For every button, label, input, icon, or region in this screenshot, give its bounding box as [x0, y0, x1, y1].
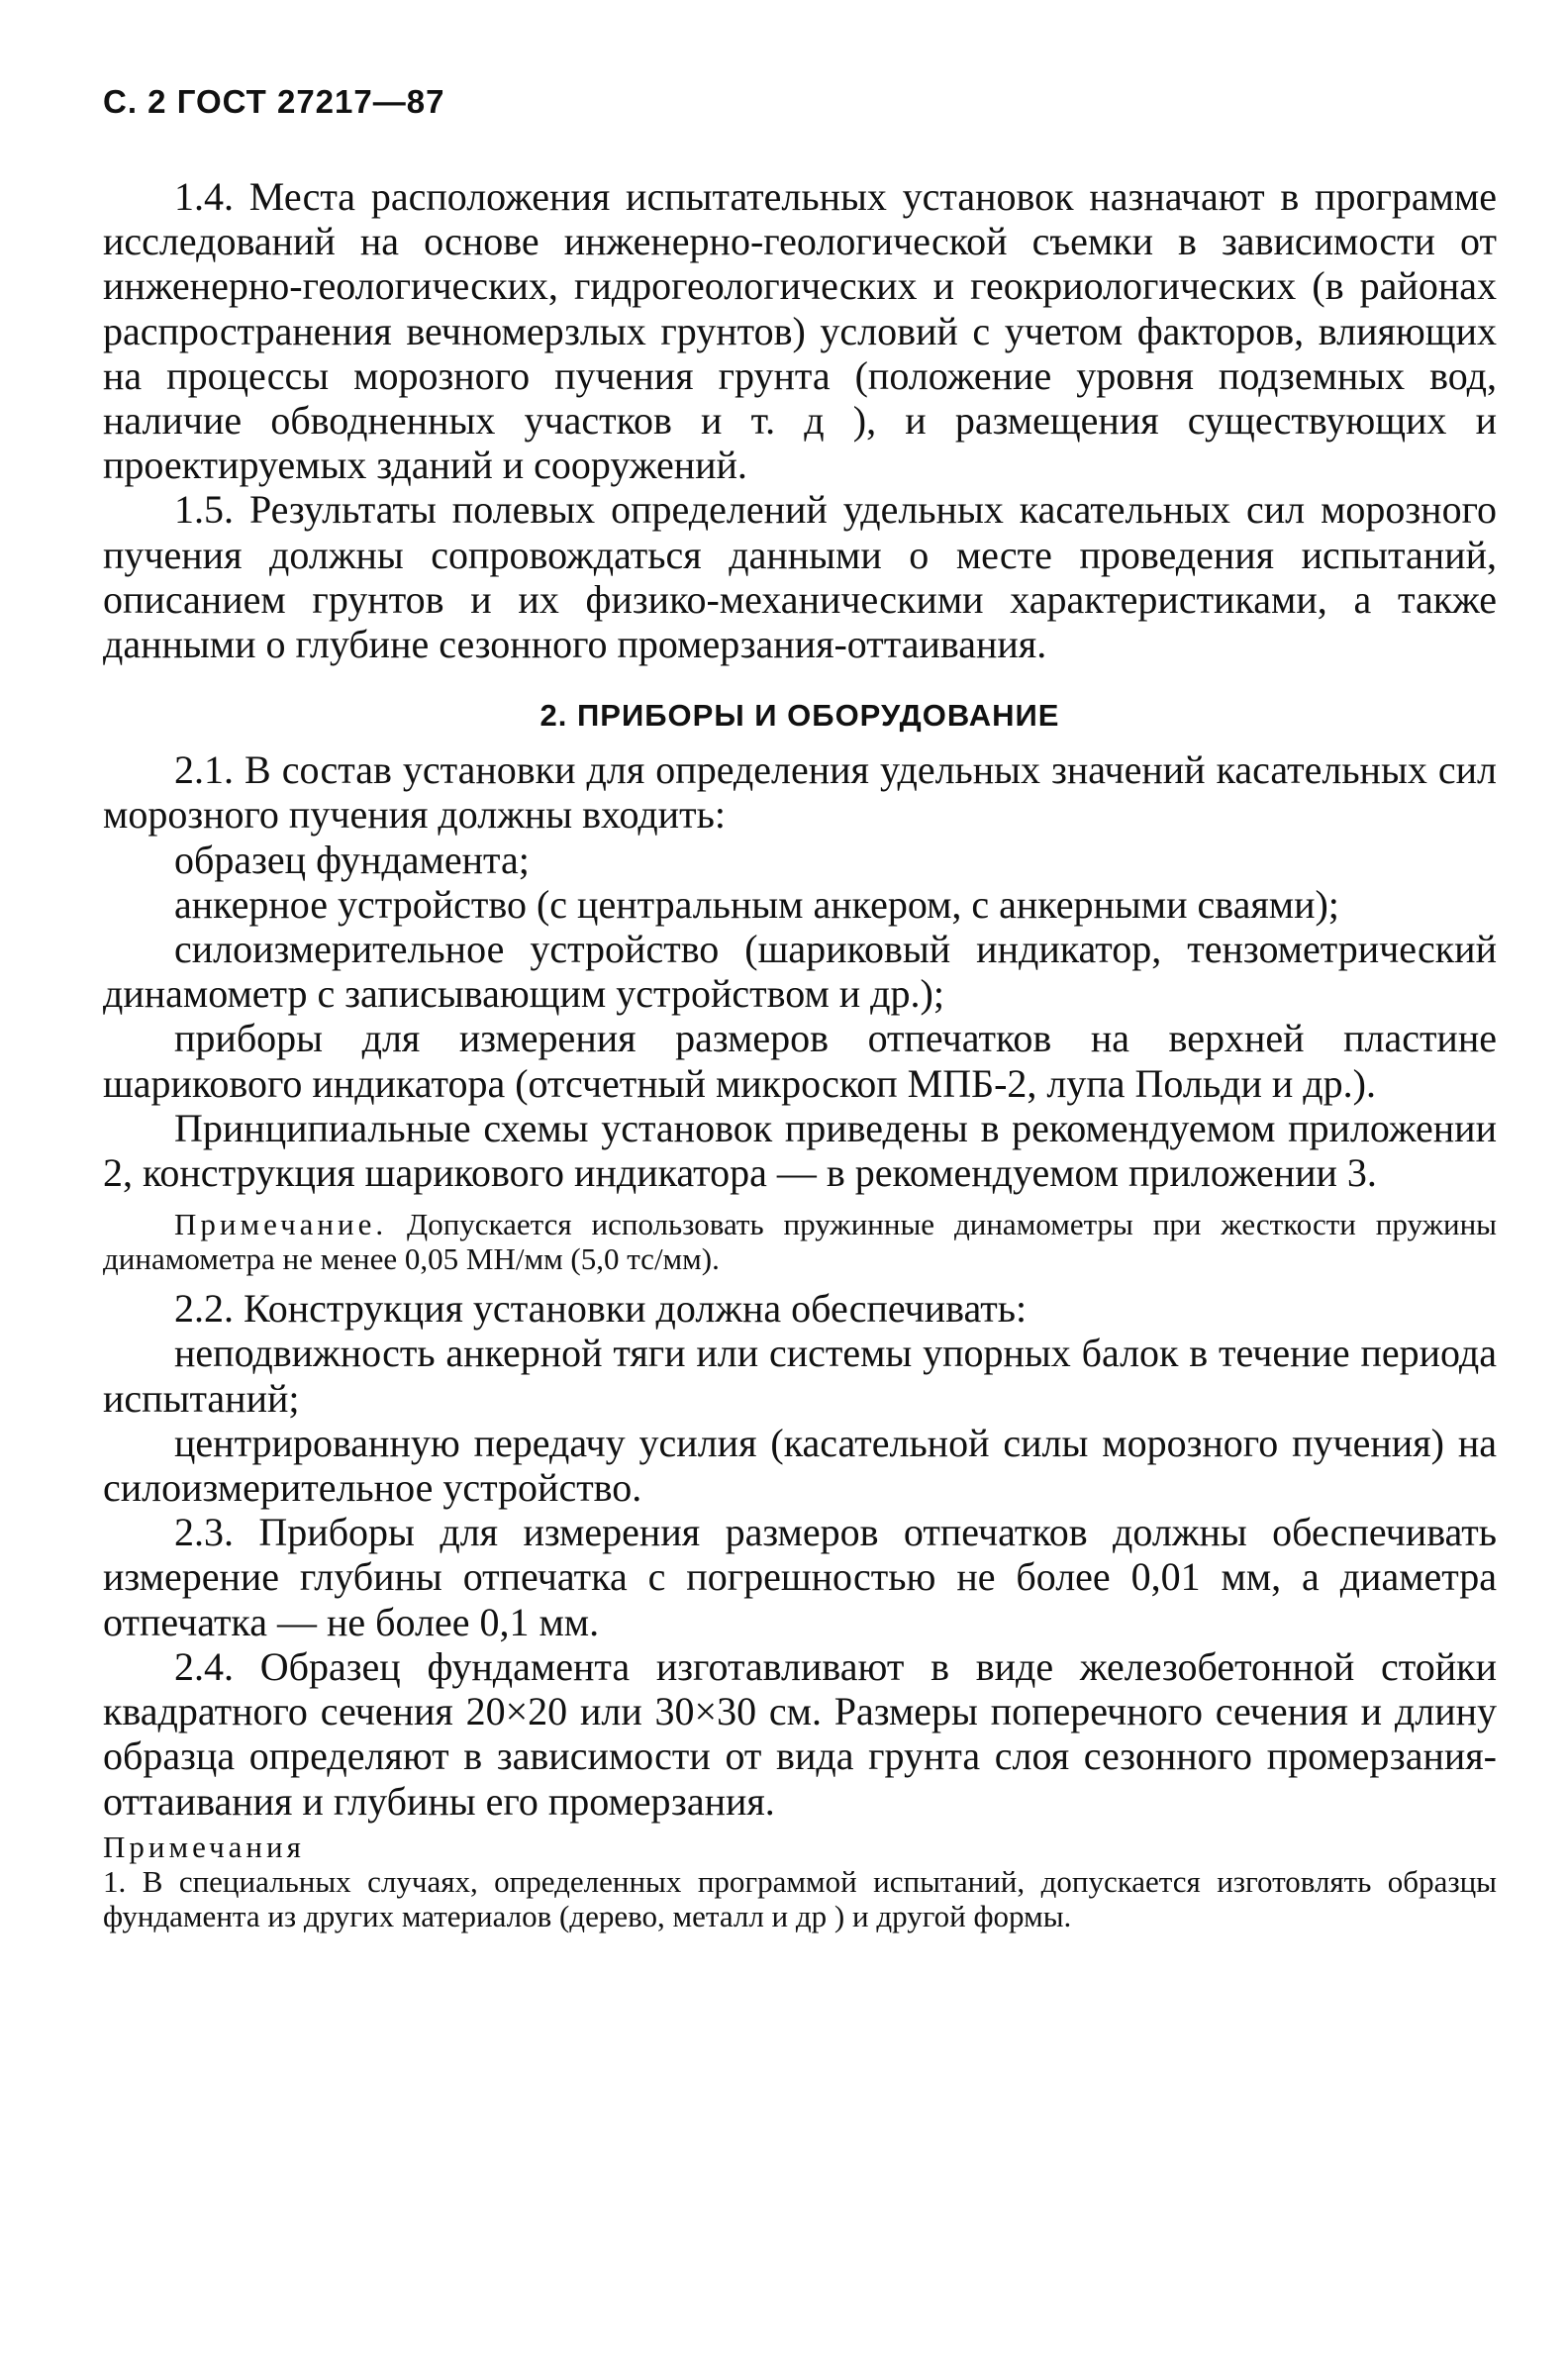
note-label: Примечание. — [174, 1207, 388, 1242]
note-text: Допускается использовать пружинные динамометры при жесткости пружины динамометра не менее 0,05 МН/мм (5,0 тс/мм). — [103, 1207, 1497, 1277]
paragraph-schemes: Принципиальные схемы установок приведены в рекомендуемом приложении 2, конструкция шарикового индикатора — в рекомендуемом приложении 3. — [103, 1105, 1497, 1196]
section-2-heading: 2. ПРИБОРЫ И ОБОРУДОВАНИЕ — [539, 698, 1060, 734]
notes-title: Примечания — [103, 1829, 305, 1864]
paragraph-2-2: 2.2. Конструкция установки должна обеспечивать: — [174, 1286, 1028, 1332]
list-item-immobility: неподвижность анкерной тяги или системы упорных балок в течение периода испытаний; — [103, 1331, 1497, 1421]
list-item-measuring-devices: приборы для измерения размеров отпечатков на верхней пластине шарикового индикатора (отсчетный микроскоп МПБ-2, лупа Польди и др.). — [103, 1016, 1497, 1106]
notes-item-1: 1. В специальных случаях, определенных программой испытаний, допускается изготовлять образцы фундамента из других материалов (дерево, металл и др ) и другой формы. — [103, 1863, 1497, 1933]
list-item-force-device: силоизмерительное устройство (шариковый индикатор, тензометрический динамометр с записывающим устройством и др.); — [103, 927, 1497, 1017]
list-item-sample: образец фундамента; — [174, 837, 530, 882]
notes-block — [103, 1830, 1497, 1933]
page-header: С. 2 ГОСТ 27217—87 — [103, 83, 445, 120]
paragraph-2-1: 2.1. В состав установки для определения удельных значений касательных сил морозного пучения должны входить: — [103, 747, 1497, 838]
note-2-1 — [103, 1207, 1497, 1276]
paragraph-2-4: 2.4. Образец фундамента изготавливают в виде железобетонной стойки квадратного сечения 20×20 или 30×30 см. Размеры поперечного сечения и длину образца определяют в зависимости от вида грунта слоя сезонного промерзания-оттаивания и глубины его промерзания. — [103, 1643, 1497, 1824]
paragraph-2-3: 2.3. Приборы для измерения размеров отпечатков должны обеспечивать измерение глубины отпечатка с погрешностью не более 0,01 мм, а диаметра отпечатка — не более 0,1 мм. — [103, 1510, 1497, 1644]
paragraph-1-5: 1.5. Результаты полевых определений удельных касательных сил морозного пучения должны сопровождаться данными о месте проведения испытаний, описанием грунтов и их физико-механическими характеристиками, а также данными о глубине сезонного промерзания-оттаивания. — [103, 487, 1497, 667]
document-body — [103, 174, 1497, 1933]
list-item-anchor: анкерное устройство (с центральным анкером, с анкерными сваями); — [174, 881, 1339, 927]
list-item-centered-transfer: центрированную передачу усилия (касательной силы морозного пучения) на силоизмерительное устройство. — [103, 1420, 1497, 1511]
paragraph-1-4: 1.4. Места расположения испытательных установок назначают в программе исследований на основе инженерно-геологической съемки в зависимости от инженерно-геологических, гидрогеологических и геокриологических (в районах распространения вечномерзлых грунтов) условий с учетом факторов, влияющих на процессы морозного пучения грунта (положение уровня подземных вод, наличие обводненных участков и т. д ), и размещения существующих и проектируемых зданий и сооружений. — [103, 174, 1497, 488]
